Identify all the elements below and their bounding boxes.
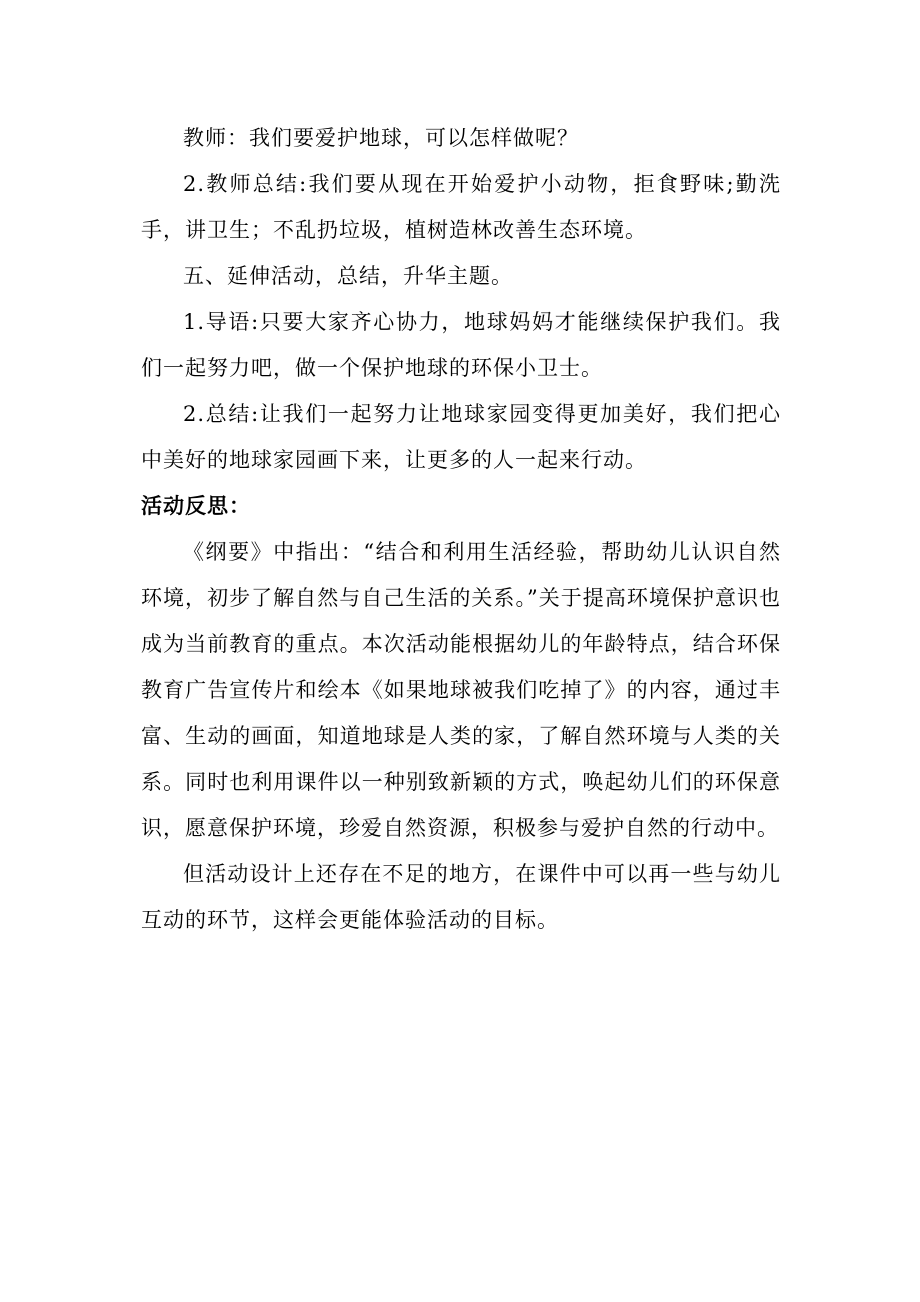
paragraph-section-five: 五、延伸活动，总结，升华主题。 bbox=[183, 264, 513, 288]
paragraph-reflection-main: 《纲要》中指出：“结合和利用生活经验，帮助幼儿认识自然环境，初步了解自然与自己生活的关系。”关于提高环境保护意识也成为当前教育的重点。本次活动能根据幼儿的年龄特点，结合环保教育广告宣传片和绘本《如果地球被我们吃掉了》的内容，通过丰富、生动的画面，知道地球是人类的家，了解自然环境与人类的关系。同时也利用课件以一种别致新颖的方式，唤起幼儿们的环保意识，愿意保护环境，珍爱自然资源，积极参与爱护自然的行动中。 bbox=[141, 540, 781, 840]
paragraph-intro-words: 1.导语:只要大家齐心协力，地球妈妈才能继续保护我们。我们一起努力吧，做一个保护地球的环保小卫士。 bbox=[141, 310, 781, 380]
document-body bbox=[141, 115, 781, 943]
paragraph-conclusion: 2.总结:让我们一起努力让地球家园变得更加美好，我们把心中美好的地球家园画下来，让更多的人一起来行动。 bbox=[141, 402, 781, 472]
paragraph-teacher-summary: 2.教师总结:我们要从现在开始爱护小动物，拒食野味;勤洗手，讲卫生；不乱扔垃圾，植树造林改善生态环境。 bbox=[141, 172, 781, 242]
paragraph-reflection-shortcoming: 但活动设计上还存在不足的地方，在课件中可以再一些与幼儿互动的环节，这样会更能体验活动的目标。 bbox=[141, 862, 781, 932]
paragraph-teacher-question: 教师：我们要爱护地球，可以怎样做呢？ bbox=[183, 126, 579, 150]
reflection-heading: 活动反思： bbox=[141, 494, 251, 518]
